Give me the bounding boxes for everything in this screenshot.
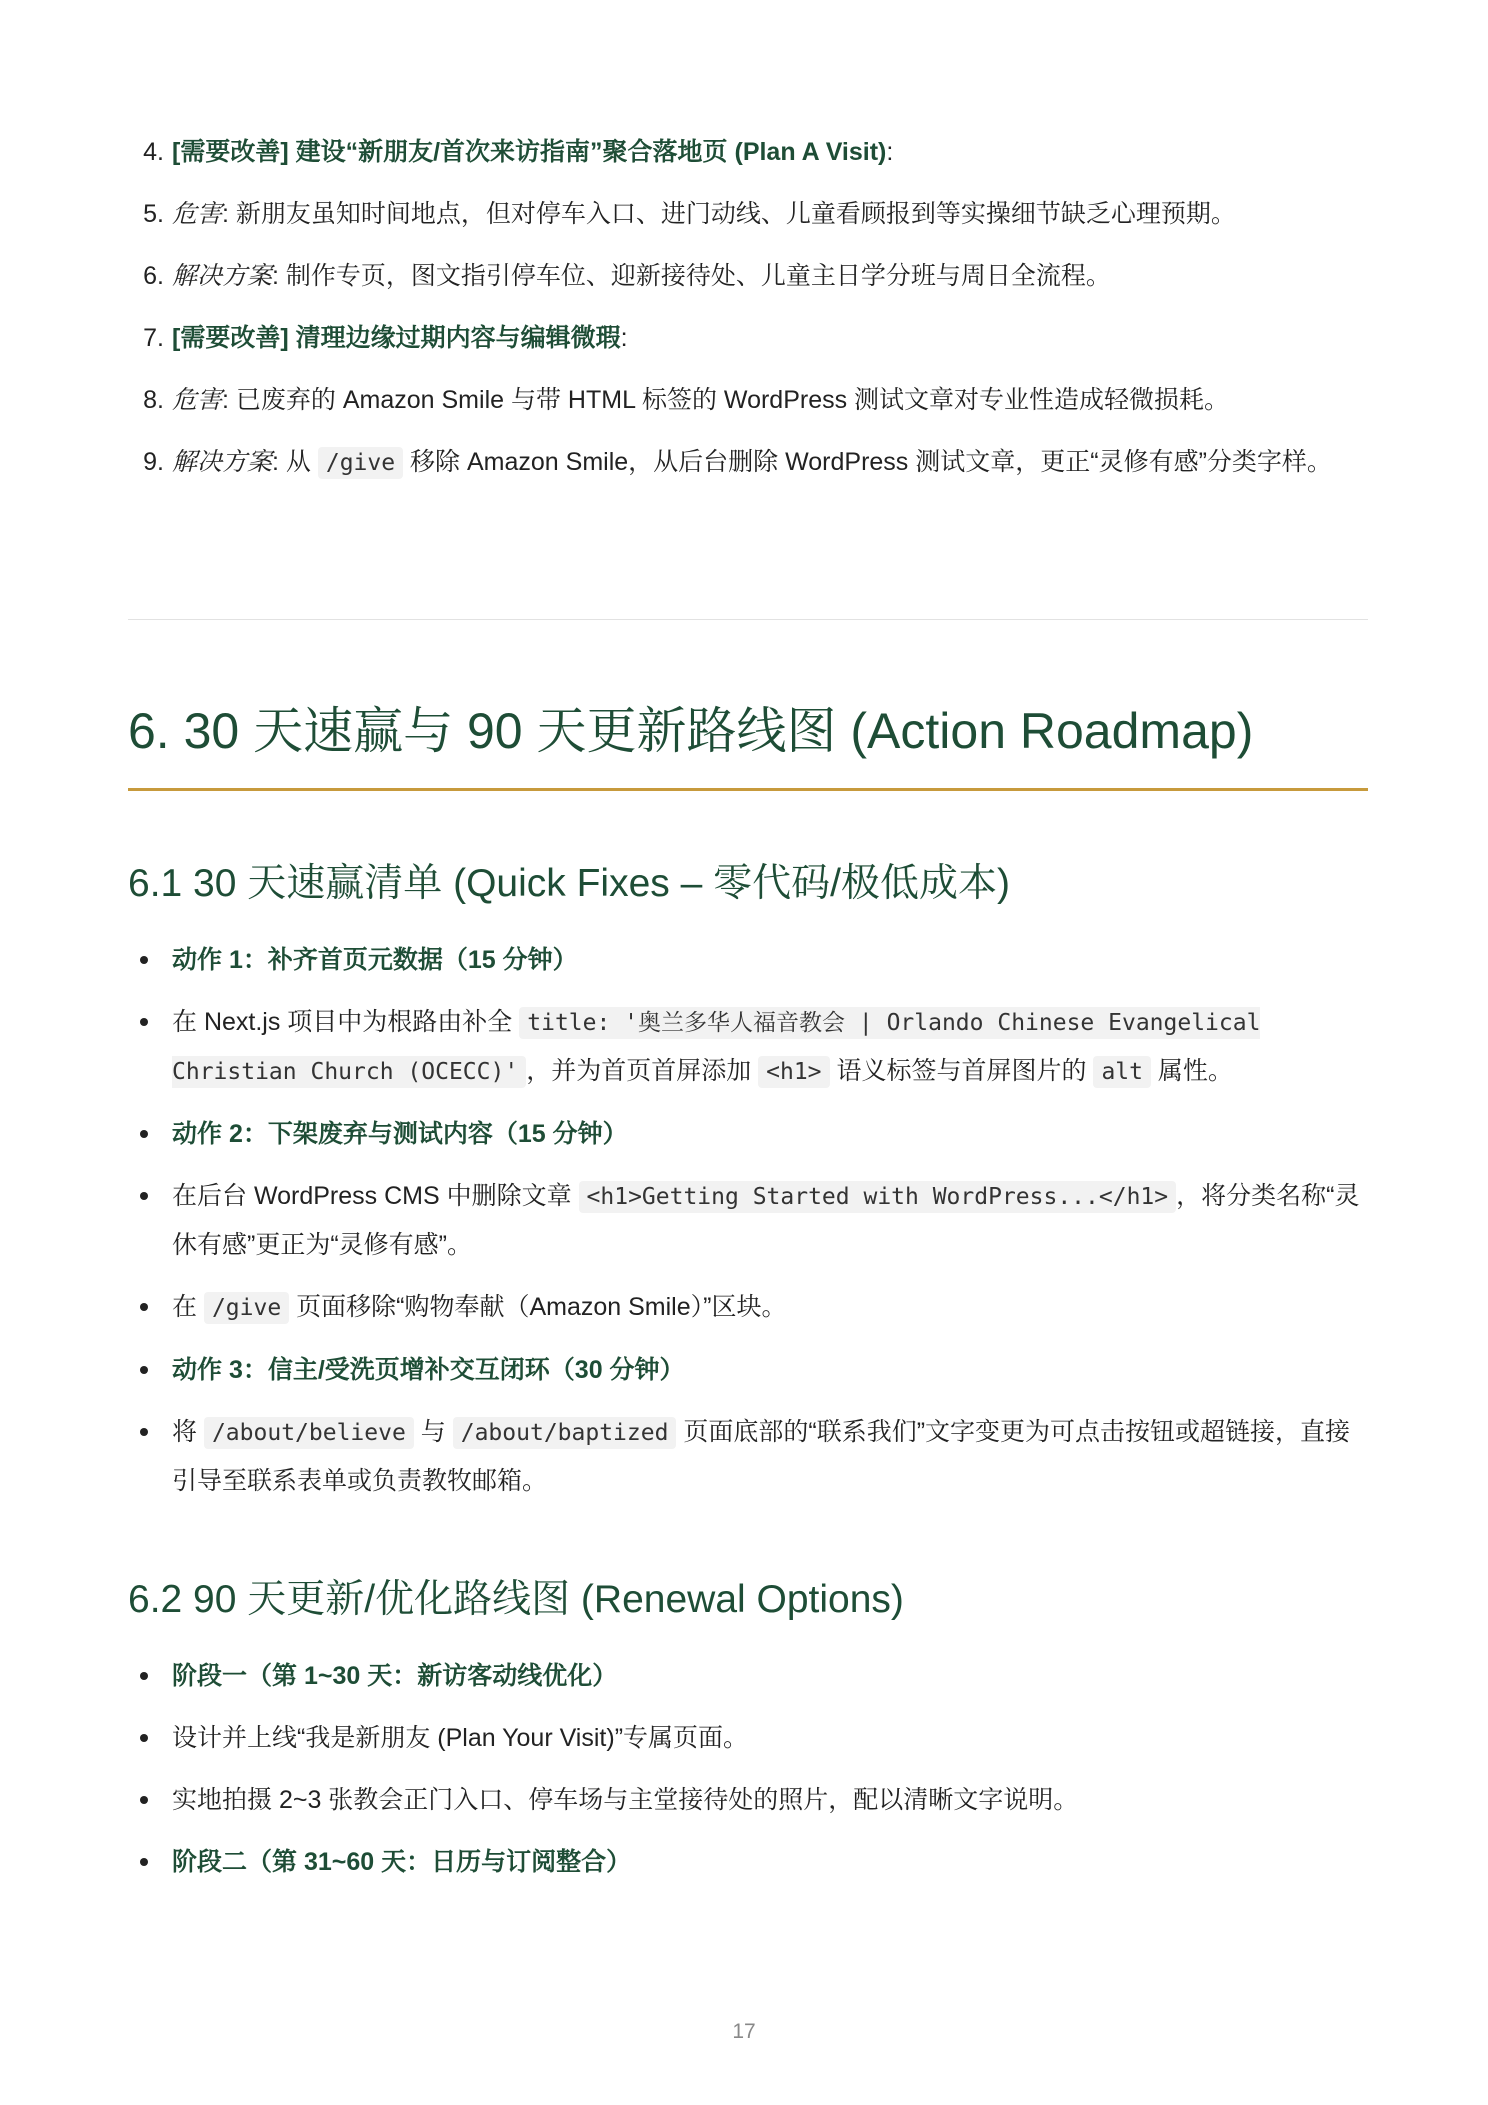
inline-code: alt — [1093, 1056, 1151, 1088]
list-item — [128, 1346, 1368, 1394]
list-item — [128, 1838, 1368, 1886]
list-item: 将 /about/believe 与 /about/baptized 页面底部的“联系我们”文字变更为可点击按钮或超链接，直接引导至联系表单或负责教牧邮箱。 — [128, 1408, 1368, 1505]
action-heading: 动作 3：信主/受洗页增补交互闭环（30 分钟） — [172, 1356, 685, 1384]
improvement-heading: [需要改善] 建设“新朋友/首次来访指南”聚合落地页 (Plan A Visit) — [172, 138, 887, 166]
list-item: 8. 危害: 已废弃的 Amazon Smile 与带 HTML 标签的 WordPress 测试文章对专业性造成轻微损耗。 — [143, 386, 1230, 414]
list-item: 实地拍摄 2~3 张教会正门入口、停车场与主堂接待处的照片，配以清晰文字说明。 — [128, 1776, 1368, 1824]
solution-label: 解决方案 — [172, 448, 273, 476]
action-heading: 动作 2：下架废弃与测试内容（15 分钟） — [172, 1120, 628, 1148]
list-item: 7. [需要改善] 清理边缘过期内容与编辑微瑕: — [143, 324, 628, 352]
section-title: 6. 30 天速赢与 90 天更新路线图 (Action Roadmap) — [128, 703, 1254, 759]
list-item: 5. 危害: 新朋友虽知时间地点，但对停车入口、进门动线、儿童看顾报到等实操细节缺乏心理预期。 — [143, 200, 1236, 228]
improvement-heading: [需要改善] 清理边缘过期内容与编辑微瑕 — [172, 324, 621, 352]
phase-heading: 阶段二（第 31~60 天：日历与订阅整合） — [172, 1848, 632, 1876]
action-heading: 动作 1：补齐首页元数据（15 分钟） — [172, 946, 578, 974]
list-item: 在 Next.js 项目中为根路由补全 title: '奥兰多华人福音教会 | Orlando Chinese Evangelical Christian Church (OCECC)' ，并为首页首屏添加 <h1> 语义标签与首屏图片的 alt 属性。 — [128, 998, 1368, 1096]
list-item — [128, 1110, 1368, 1158]
inline-code: title: '奥兰多华人福音教会 | Orlando Chinese Evangelical Christian Church (OCECC)' — [172, 1007, 1260, 1088]
list-item: 在后台 WordPress CMS 中删除文章 <h1>Getting Started with WordPress...</h1> ，将分类名称“灵休有感”更正为“灵修有感”。 — [128, 1172, 1368, 1269]
list-item: 在 /give 页面移除“购物奉献（Amazon Smile）”区块。 — [128, 1283, 1368, 1332]
inline-code: /about/believe — [204, 1417, 414, 1449]
list-item — [128, 936, 1368, 984]
recommendation-list — [128, 128, 1368, 501]
page-number: 17 — [732, 2020, 756, 2043]
inline-code: /about/baptized — [453, 1417, 677, 1449]
section-divider — [128, 619, 1368, 620]
subsection-title-renewal: 6.2 90 天更新/优化路线图 (Renewal Options) — [128, 1578, 904, 1621]
quick-fixes-list — [128, 936, 1368, 1519]
list-item: 6. 解决方案: 制作专页，图文指引停车位、迎新接待处、儿童主日学分班与周日全流程。 — [143, 262, 1111, 290]
inline-code: <h1>Getting Started with WordPress...</h1> — [579, 1181, 1177, 1213]
list-item: 4. [需要改善] 建设“新朋友/首次来访指南”聚合落地页 (Plan A Visit): — [143, 138, 894, 166]
list-item — [128, 1652, 1368, 1700]
inline-code: /give — [204, 1292, 289, 1324]
subsection-title-quick-fixes: 6.1 30 天速赢清单 (Quick Fixes – 零代码/极低成本) — [128, 862, 1010, 905]
phase-heading: 阶段一（第 1~30 天：新访客动线优化） — [172, 1662, 618, 1690]
solution-label: 解决方案 — [172, 262, 273, 290]
title-underline — [128, 788, 1368, 791]
inline-code: /give — [318, 447, 403, 479]
inline-code: <h1> — [758, 1056, 829, 1088]
harm-label: 危害 — [172, 200, 223, 228]
renewal-list — [128, 1652, 1368, 1900]
harm-label: 危害 — [172, 386, 223, 414]
list-item: 9. 解决方案: 从 /give 移除 Amazon Smile，从后台删除 WordPress 测试文章，更正“灵修有感”分类字样。 — [128, 438, 1368, 487]
list-item: 设计并上线“我是新朋友 (Plan Your Visit)”专属页面。 — [128, 1714, 1368, 1762]
